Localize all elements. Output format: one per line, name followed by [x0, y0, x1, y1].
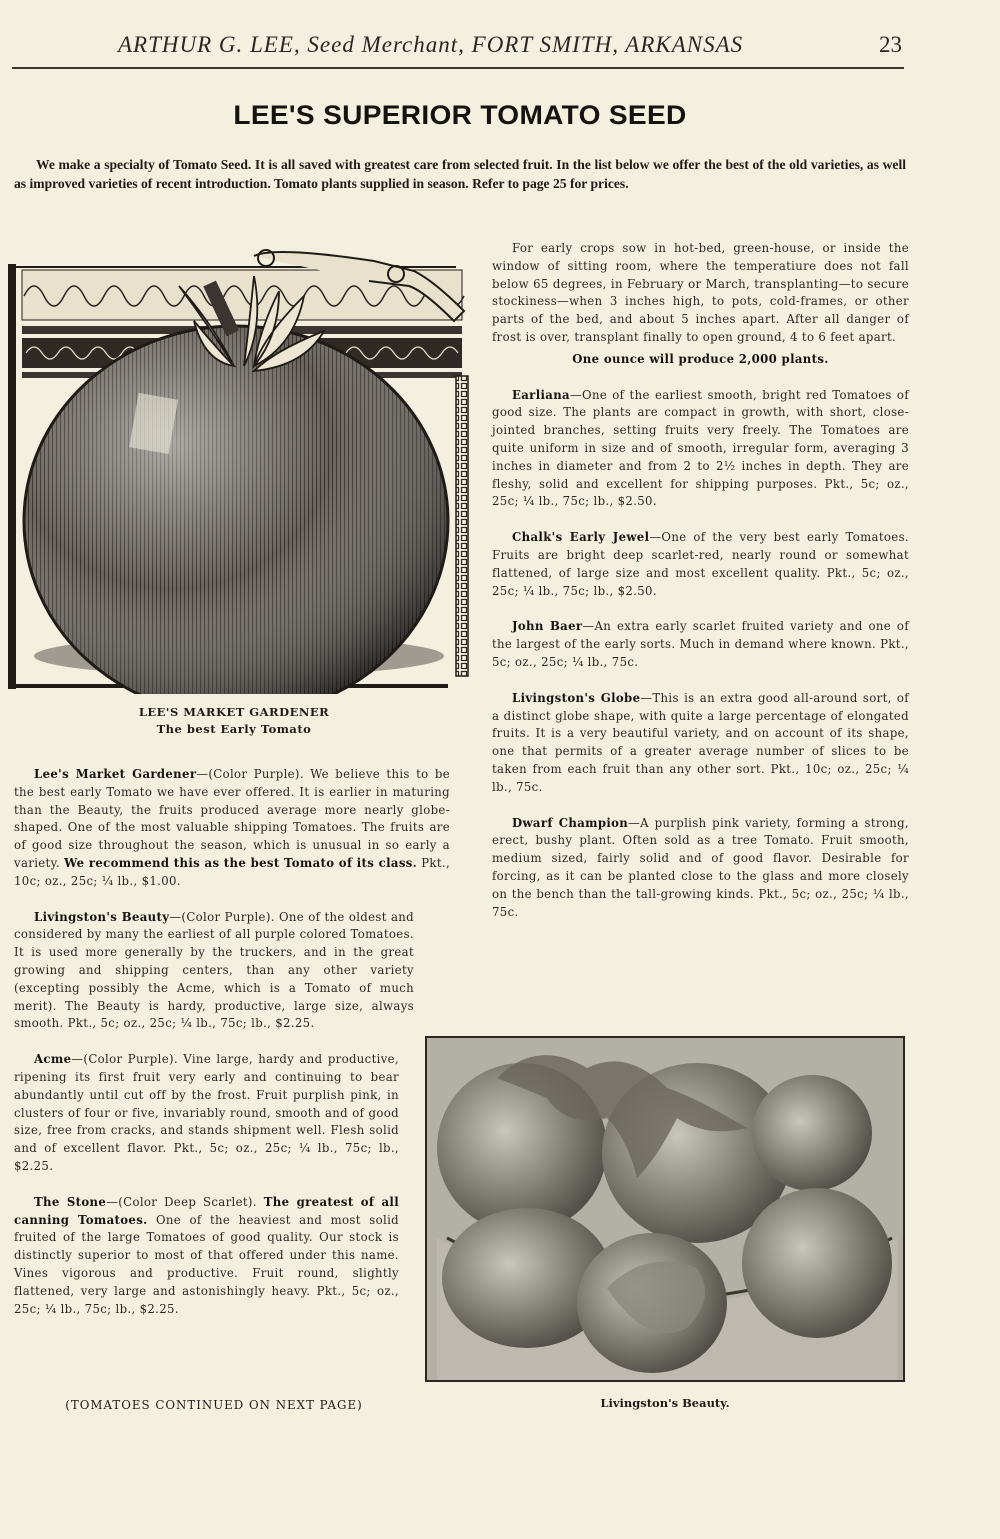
variety-name: Dwarf Champion — [512, 815, 629, 830]
variety-entry-the-stone — [14, 1194, 399, 1319]
tomatoes-in-basket-photo — [425, 1036, 905, 1382]
running-title: ARTHUR G. LEE, Seed Merchant, FORT SMITH, ARKANSAS — [118, 32, 744, 57]
variety-prices: Pkt., 10c; oz., 25c; ¼ lb., 75c. — [492, 761, 910, 794]
photo-caption: Livingston's Beauty. — [600, 1396, 730, 1410]
variety-entry-livingstons-beauty — [14, 909, 414, 1034]
variety-prices: Pkt., 10c; oz., 25c; ¼ lb., $1.00. — [14, 855, 451, 888]
culture-paragraph: For early crops sow in hot-bed, green-house, or inside the window of sitting room, where the temperatiure does not fall below 65 degrees, in February or March, transplanting—to secure stockiness—when 3 inches high, to pots, cold-frames, or other parts of the bed, and about 5 inches apart. After all danger of frost is over, transplant finally to open ground, 4 to 6 feet apart. — [492, 241, 909, 344]
variety-prices: Pkt., 5c; oz., 25c; ¼ lb., 75c; lb., $2.25. — [14, 1141, 399, 1173]
engraving-caption-subtitle: The best Early Tomato — [156, 722, 312, 736]
page-title: LEE'S SUPERIOR TOMATO SEED — [233, 100, 687, 130]
intro-paragraph: We make a specialty of Tomato Seed. It is all saved with greatest care from selected fruit. In the list below we offer the best of the old varieties, as well as improved varieties of recent introduction. Tomato plants supplied in season. Refer to page 25 for prices. — [14, 157, 906, 191]
variety-name: Livingston's Beauty — [34, 909, 170, 924]
variety-description: —A purplish pink variety, forming a strong, erect, bushy plant. Often sold as a tree Tomato. Fruit smooth, medium sized, fairly solid and of good flavor. Desirable for forcing, as it can be planted close to the glass and more closely on the bench than the tall-growing kinds. — [492, 815, 909, 901]
left-column — [14, 766, 450, 1318]
variety-description: —(Color Purple). One of the oldest and considered by many the earliest of all purple colored Tomatoes. It is used more generally by the truckers, and in the great growing and shipping centers, than any other variety (excepting possibly the Acme, which is a Tomato of much merit). The Beauty is hardy, productive, large size, always smooth. — [14, 909, 414, 1031]
variety-description: —(Color Purple). Vine large, hardy and productive, ripening its first fruit very early and continuing to bear abundantly until cut off by the frost. Fruit purplish pink, in clusters of four or five, invariably round, smooth and of good size, free from cracks, and stands shipment well. Flesh solid and of excellent flavor. — [14, 1052, 399, 1156]
variety-entry-dwarf-champion — [492, 815, 909, 922]
variety-emphasis: The greatest of all canning Tomatoes. — [14, 1194, 399, 1227]
variety-description-prefix: —(Color Deep Scarlet). — [106, 1194, 257, 1209]
variety-name: Earliana — [512, 387, 570, 402]
variety-entry-chalks-early-jewel — [492, 529, 909, 600]
variety-entry-earliana — [492, 387, 909, 512]
variety-prices: Pkt., 5c; oz., 25c; ¼ lb., 75c; lb., $2.25. — [67, 1016, 315, 1031]
right-column — [492, 240, 909, 921]
engraving-caption-title: LEE'S MARKET GARDENER — [138, 705, 330, 719]
yield-note — [492, 351, 909, 369]
variety-name: John Baer — [512, 619, 583, 634]
tomato-engraving-icon — [4, 246, 474, 694]
variety-prices: Pkt., 5c; oz., 25c; ¼ lb., 75c; lb., $2.50. — [492, 476, 909, 509]
running-header — [0, 32, 1000, 72]
continued-note: (TOMATOES CONTINUED ON NEXT PAGE) — [65, 1398, 363, 1412]
variety-prices: Pkt., 5c; oz., 25c; ¼ lb., 75c. — [492, 886, 909, 919]
variety-name: Acme — [34, 1052, 72, 1067]
variety-entry-john-baer — [492, 618, 909, 671]
variety-description: One of the heaviest and most solid fruited of the large Tomatoes of good quality. Our stock is distinctly superior to most of that offered under this name. Vines vigorous and productive. Fruit round, slightly flattened, very large and astonishingly heavy. — [14, 1212, 399, 1298]
variety-name: Livingston's Globe — [512, 690, 641, 705]
variety-prices: Pkt., 5c; oz., 25c; ¼ lb., 75c; lb., $2.25. — [14, 1283, 399, 1316]
variety-entry-acme — [14, 1051, 399, 1176]
engraving-caption — [14, 704, 454, 738]
header-rule — [12, 67, 904, 69]
page-number: 23 — [879, 32, 902, 57]
variety-entry-lees-market-gardener — [14, 766, 450, 891]
variety-name: Chalk's Early Jewel — [512, 530, 650, 545]
variety-description: —(Color Purple). We believe this to be the best early Tomato we have ever offered. It is earlier in maturing than the Beauty, the fruits produced average more nearly globe-shaped. One of the most valuable shipping Tomatoes. The fruits are of good size throughout the season, which is unusual in so early a variety. — [14, 767, 450, 870]
variety-prices: Pkt., 5c; oz., 25c; ¼ lb., 75c. — [492, 637, 909, 669]
variety-prices: Pkt., 5c; oz., 25c; ¼ lb., 75c; lb., $2.50. — [492, 565, 909, 598]
variety-description: —An extra early scarlet fruited variety and one of the largest of the early sorts. Much in demand where known. — [492, 619, 909, 652]
tomatoes-basket-icon — [427, 1038, 903, 1380]
variety-name: The Stone — [34, 1194, 107, 1209]
variety-entry-livingstons-globe — [492, 690, 909, 797]
variety-description: —This is an extra good all-around sort, of a distinct globe shape, with quite a large percentage of elongated fruits. It is a very beautiful variety, and on account of its shape, one that permits of a greater average number of slices to be taken from each fruit than any other sort. — [492, 690, 909, 776]
tomato-engraving-illustration — [4, 246, 474, 694]
variety-description: —One of the very best early Tomatoes. Fruits are bright deep scarlet-red, nearly round or somewhat flattened, of large size and most excellent quality. — [492, 530, 909, 580]
yield-note-text: One ounce will produce 2,000 plants. — [572, 351, 829, 366]
variety-name: Lee's Market Gardener — [34, 767, 197, 781]
variety-description: —One of the earliest smooth, bright red Tomatoes of good size. The plants are compact in growth, with short, close-jointed branches, setting fruits very freely. The Tomatoes are quite uniform in size and of smooth, irregular form, averaging 3 inches in diameter and from 2 to 2½ inches in depth. They are fleshy, solid and excellent for shipping purposes. — [492, 387, 909, 491]
variety-emphasis: We recommend this as the best Tomato of its class. — [64, 855, 418, 870]
